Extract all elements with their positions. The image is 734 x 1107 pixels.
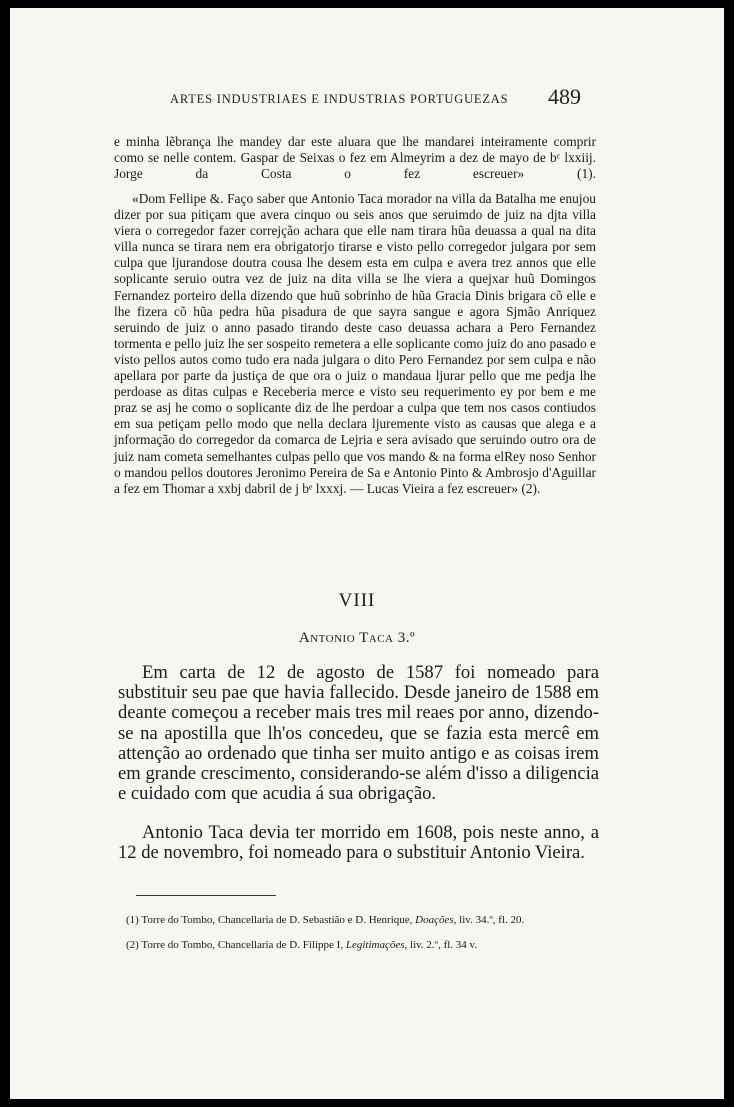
running-title: ARTES INDUSTRIAES E INDUSTRIAS PORTUGUEZAS	[170, 92, 509, 106]
footnote-divider	[136, 895, 276, 896]
body-paragraph-1: Em carta de 12 de agosto de 1587 foi nomeado para substituir seu pae que havia fallecido. Desde janeiro de 1588 em deante começou a receber mais tres mil reaes por anno, dizendo-se na apostilla que lh'os concedeu, que se fazia esta mercê em attenção ao ordenado que tinha ser muito antigo e as coisas irem em grande crescimento, considerando-se além d'isso a diligencia e cuidado com que acudia á sua obrigação.	[118, 662, 599, 805]
quote-paragraph-1: e minha lẽbrança lhe mandey dar este aluara que lhe mandarei inteiramente comprir como se nelle contem. Gaspar de Seixas o fez em Almeyrim a dez de mayo de bᶜ lxxiij. Jorge da Costa o fez escreuer» (1).	[114, 134, 596, 182]
footnote-1	[118, 914, 598, 927]
footnote-2	[118, 939, 598, 952]
footnote-1-tail: liv. 34.º, fl. 20.	[459, 914, 525, 926]
page-number: 489	[548, 84, 581, 109]
footnote-2-tail: liv. 2.º, fl. 34 v.	[410, 939, 478, 951]
footnote-1-text: (1) Torre do Tombo, Chancellaria de D. Sebastião e D. Henrique,	[126, 914, 413, 926]
book-page	[10, 8, 724, 1099]
footnote-2-text: (2) Torre do Tombo, Chancellaria de D. Filippe I,	[126, 939, 344, 951]
quote-paragraph-2: «Dom Fellipe &. Faço saber que Antonio Taca morador na villa da Batalha me enujou dizer por sua pitiçam que avera cinquo ou seis anos que seruimdo de juiz na djta villa viera o corregedor fazer correjção achara que elle nam tirara hũa deuassa a qual na dita villa nunca se tirara nem era obrigatorjo tirarse e visto pello corregedor julgara por sem culpa que ljurandose doutra cousa lhe desem esta em culpa e avera trez annos que elle soplicante seruio outra vez de juiz na dita villa se lhe viera a quejxar huũ Domingos Fernandez porteiro della dizendo que huũ sobrinho de hũa Gracia Dinis brigara cõ elle e lhe fizera cõ hũa pedra hũa pisadura de que sayra sangue e agora Sjmão Anriquez seruindo de juiz o anno pasado tirando deste caso deuassa achara a Pero Fernandez tormenta e pello juiz lhe ser sospeito remetera a elle soplicante como juiz do ano pasado e visto pellos autos como tudo era nada julgara o dito Pero Fernandez por sem culpa e não apellara por parte da justiça de que ora o juiz o mandaua ljurar pello que me pedja lhe perdoase as ditas culpas e Receberia merce e visto seu requerimento ey por bem e me praz se asj he como o soplicante diz de lhe perdoar a culpa que tem nos casos contiudos em sua petiçam pello modo que nella declara ljuremente visto as causas que alega e a jnformação do corregedor da comarca de Lejria e sera avisado que seruindo outro ora de juiz nam cometa semelhantes culpas pello que vos mando & na forma elRey noso Senhor o mandou pellos doutores Jeronimo Pereira de Sa e Antonio Pinto & Ambrosjo d'Aguillar a fez em Thomar a xxbj dabril de j bᵉ lxxxj. — Lucas Vieira a fez escreuer» (2).	[114, 191, 596, 496]
section-title: Antonio Taca 3.º	[298, 630, 416, 646]
footnote-1-source: Doações,	[415, 914, 457, 926]
body-paragraph-2: Antonio Taca devia ter morrido em 1608, pois neste anno, a 12 de novembro, foi nomeado para o substituir Antonio Vieira.	[118, 822, 599, 864]
section-number: VIII	[338, 590, 376, 611]
footnote-2-source: Legitimações,	[345, 939, 408, 951]
